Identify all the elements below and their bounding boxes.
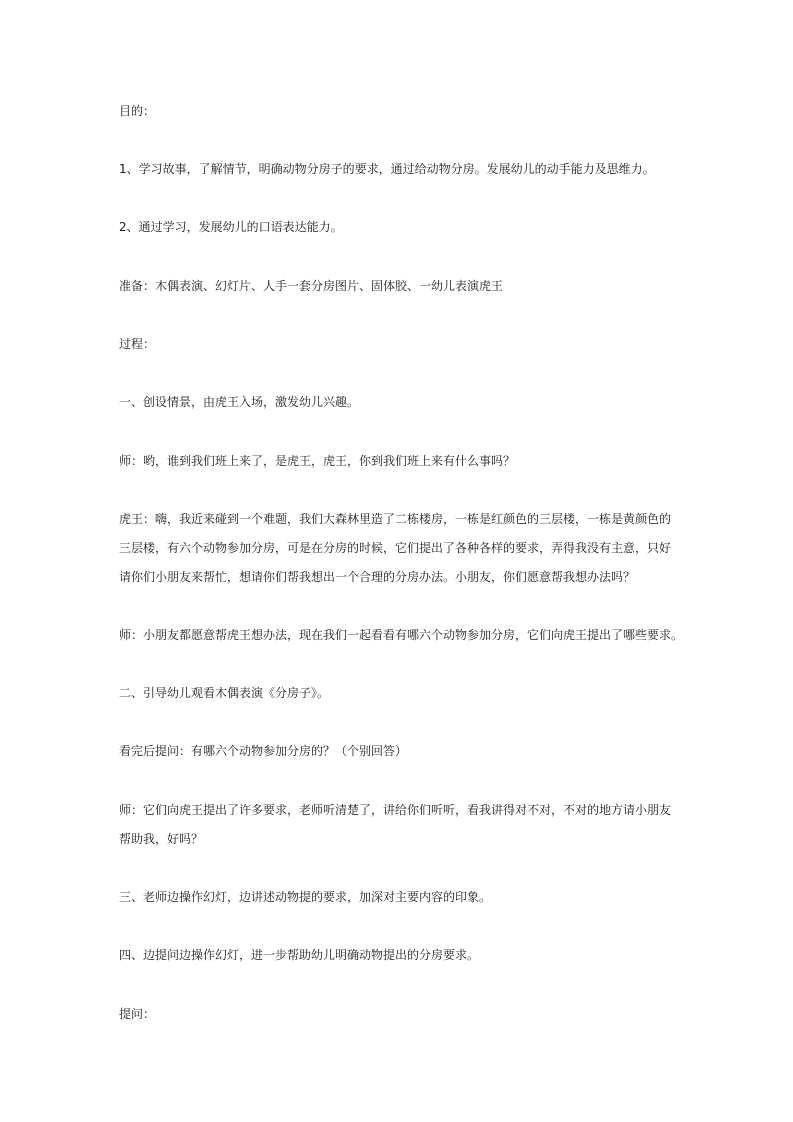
- step-4-heading: [119, 946, 679, 964]
- step-2-heading: [119, 684, 679, 702]
- tiger-king-dialogue: [119, 510, 684, 597]
- teacher-dialogue-1: [119, 452, 679, 470]
- heading-process: [119, 335, 679, 353]
- paragraph-line: 过程：: [119, 337, 156, 351]
- paragraph-line: 目的：: [119, 104, 156, 118]
- question-after-show: [119, 742, 679, 760]
- paragraph-line: 师：哟，谁到我们班上来了，是虎王，虎王，你到我们班上来有什么事吗？: [119, 454, 516, 468]
- paragraph-line: 2、通过学习，发展幼儿的口语表达能力。: [119, 220, 343, 234]
- paragraph-line: 一、创设情景，由虎王入场，激发幼儿兴趣。: [119, 395, 360, 409]
- paragraph-line: 三、老师边操作幻灯，边讲述动物提的要求，加深对主要内容的印象。: [119, 890, 492, 904]
- paragraph-line: 准备：木偶表演、幻灯片、人手一套分房图片、固体胶、一幼儿表演虎王: [119, 279, 504, 293]
- paragraph-line: 虎王：嗨，我近来碰到一个难题，我们大森林里造了二栋楼房，一栋是红颜色的三层楼，一栋是黄颜色的: [119, 512, 672, 526]
- goal-item-1: [119, 160, 684, 178]
- paragraph-line: 帮助我，好吗？: [119, 832, 204, 846]
- step-1-heading: [119, 393, 679, 411]
- paragraph-line: 师：小朋友都愿意帮虎王想办法，现在我们一起看看有哪六个动物参加分房，它们向虎王提出了哪些要求。: [119, 628, 684, 642]
- paragraph-line: 请你们小朋友来帮忙，想请你们帮我想出一个合理的分房办法。小朋友，你们愿意帮我想办法吗？: [119, 570, 636, 584]
- paragraph-line: 师：它们向虎王提出了许多要求，老师听清楚了，讲给你们听听，看我讲得对不对，不对的地方请小朋友: [119, 803, 672, 817]
- teacher-dialogue-2: [119, 626, 684, 644]
- paragraph-line: 看完后提问：有哪六个动物参加分房的？（个别回答）: [119, 744, 408, 758]
- heading-purpose: [119, 102, 679, 120]
- preparation-paragraph: [119, 277, 679, 295]
- paragraph-line: 四、边提问边操作幻灯，进一步帮助幼儿明确动物提出的分房要求。: [119, 948, 480, 962]
- paragraph-line: 提问：: [119, 1007, 156, 1021]
- step-3-heading: [119, 888, 679, 906]
- paragraph-line: 1、学习故事，了解情节，明确动物分房子的要求，通过给动物分房。发展幼儿的动手能力及思维力。: [119, 162, 655, 176]
- goal-item-2: [119, 218, 679, 236]
- teacher-dialogue-3: [119, 801, 684, 859]
- heading-questions: [119, 1005, 679, 1023]
- paragraph-line: 三层楼，有六个动物参加分房，可是在分房的时候，它们提出了各种各样的要求，弄得我没有主意，只好: [119, 541, 672, 555]
- paragraph-line: 二、引导幼儿观看木偶表演《分房子》。: [119, 686, 330, 700]
